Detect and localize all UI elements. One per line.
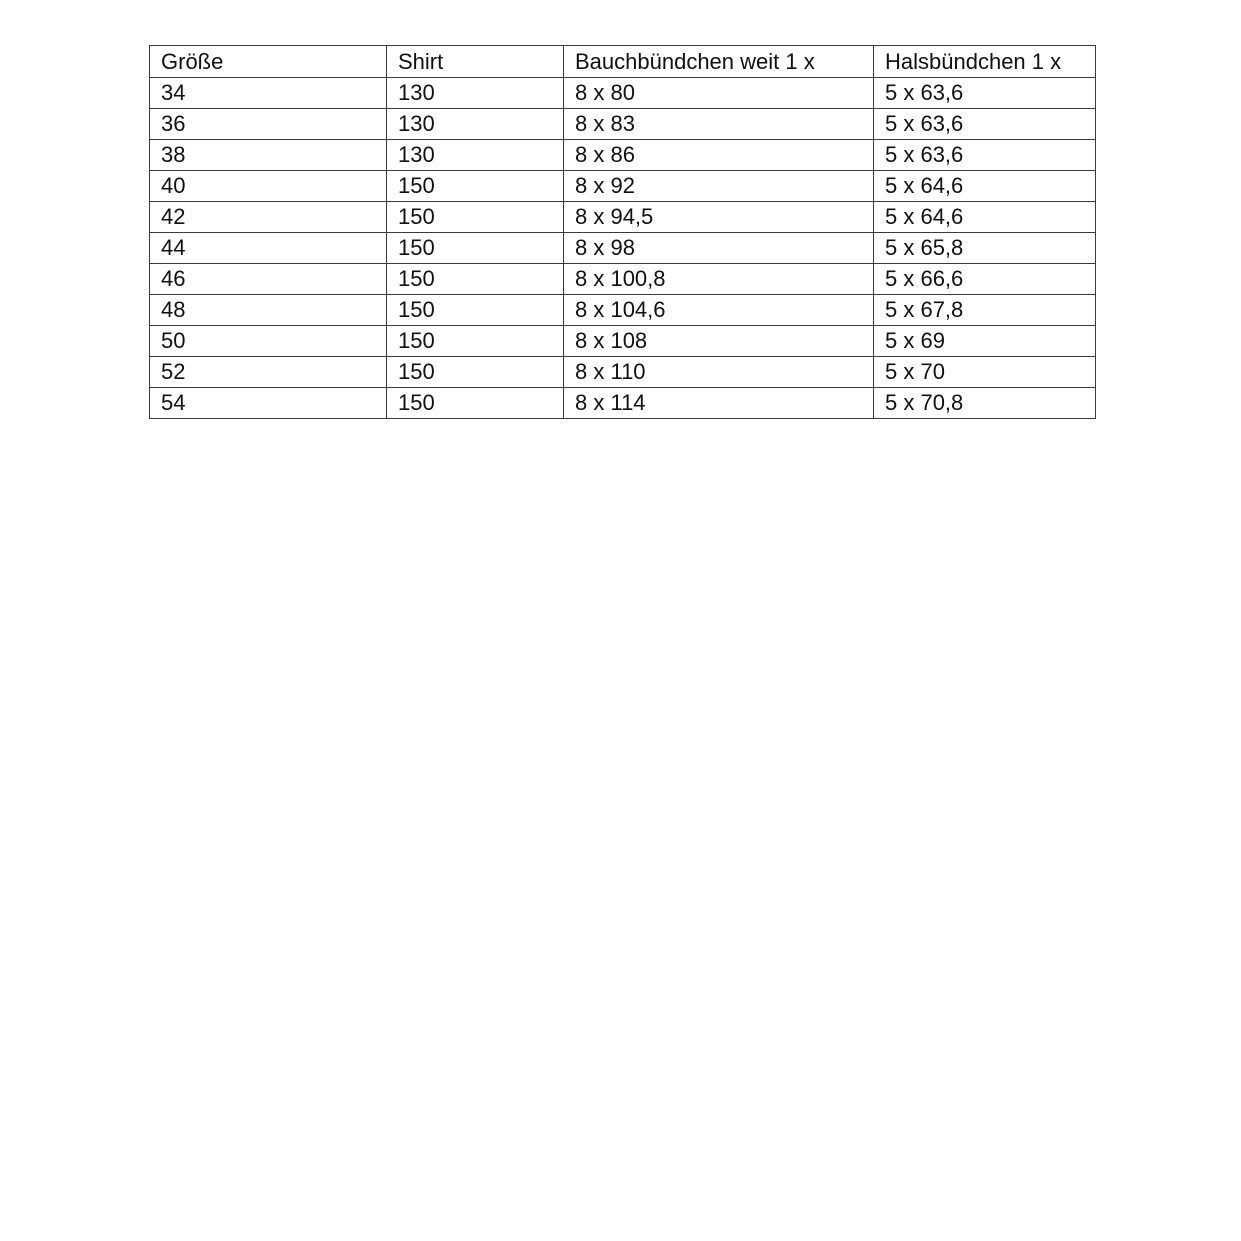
cell-bauchbuendchen: 8 x 86 <box>564 140 874 171</box>
cell-shirt: 150 <box>387 264 564 295</box>
cell-shirt: 150 <box>387 326 564 357</box>
cell-bauchbuendchen: 8 x 80 <box>564 78 874 109</box>
cell-halsbuendchen: 5 x 63,6 <box>874 109 1096 140</box>
header-halsbuendchen: Halsbündchen 1 x <box>874 46 1096 78</box>
cell-shirt: 150 <box>387 295 564 326</box>
table-row <box>150 295 1096 326</box>
table-row <box>150 140 1096 171</box>
cell-groesse: 54 <box>150 388 387 419</box>
cell-bauchbuendchen: 8 x 94,5 <box>564 202 874 233</box>
table-row <box>150 109 1096 140</box>
cell-shirt: 150 <box>387 171 564 202</box>
header-groesse: Größe <box>150 46 387 78</box>
cell-bauchbuendchen: 8 x 98 <box>564 233 874 264</box>
cell-halsbuendchen: 5 x 70 <box>874 357 1096 388</box>
cell-bauchbuendchen: 8 x 83 <box>564 109 874 140</box>
cell-shirt: 150 <box>387 357 564 388</box>
cell-groesse: 48 <box>150 295 387 326</box>
table-header-row <box>150 46 1096 78</box>
cell-bauchbuendchen: 8 x 108 <box>564 326 874 357</box>
table-row <box>150 264 1096 295</box>
cell-halsbuendchen: 5 x 69 <box>874 326 1096 357</box>
cell-bauchbuendchen: 8 x 104,6 <box>564 295 874 326</box>
cell-halsbuendchen: 5 x 70,8 <box>874 388 1096 419</box>
cell-bauchbuendchen: 8 x 92 <box>564 171 874 202</box>
table-row <box>150 326 1096 357</box>
cell-halsbuendchen: 5 x 64,6 <box>874 202 1096 233</box>
table-row <box>150 78 1096 109</box>
cell-shirt: 150 <box>387 233 564 264</box>
table-row <box>150 388 1096 419</box>
cell-halsbuendchen: 5 x 67,8 <box>874 295 1096 326</box>
cell-groesse: 40 <box>150 171 387 202</box>
cell-groesse: 34 <box>150 78 387 109</box>
cell-halsbuendchen: 5 x 63,6 <box>874 78 1096 109</box>
cell-groesse: 42 <box>150 202 387 233</box>
table-row <box>150 202 1096 233</box>
cell-groesse: 36 <box>150 109 387 140</box>
header-shirt: Shirt <box>387 46 564 78</box>
cell-shirt: 130 <box>387 109 564 140</box>
cell-bauchbuendchen: 8 x 110 <box>564 357 874 388</box>
table-body <box>150 78 1096 419</box>
cell-halsbuendchen: 5 x 63,6 <box>874 140 1096 171</box>
size-table <box>149 45 1096 419</box>
table-row <box>150 233 1096 264</box>
header-bauchbuendchen: Bauchbündchen weit 1 x <box>564 46 874 78</box>
cell-shirt: 130 <box>387 140 564 171</box>
cell-groesse: 52 <box>150 357 387 388</box>
cell-groesse: 38 <box>150 140 387 171</box>
cell-groesse: 46 <box>150 264 387 295</box>
cell-halsbuendchen: 5 x 65,8 <box>874 233 1096 264</box>
cell-shirt: 130 <box>387 78 564 109</box>
cell-bauchbuendchen: 8 x 100,8 <box>564 264 874 295</box>
cell-shirt: 150 <box>387 202 564 233</box>
cell-halsbuendchen: 5 x 64,6 <box>874 171 1096 202</box>
cell-groesse: 50 <box>150 326 387 357</box>
table-row <box>150 171 1096 202</box>
cell-halsbuendchen: 5 x 66,6 <box>874 264 1096 295</box>
cell-groesse: 44 <box>150 233 387 264</box>
table-row <box>150 357 1096 388</box>
cell-shirt: 150 <box>387 388 564 419</box>
cell-bauchbuendchen: 8 x 114 <box>564 388 874 419</box>
